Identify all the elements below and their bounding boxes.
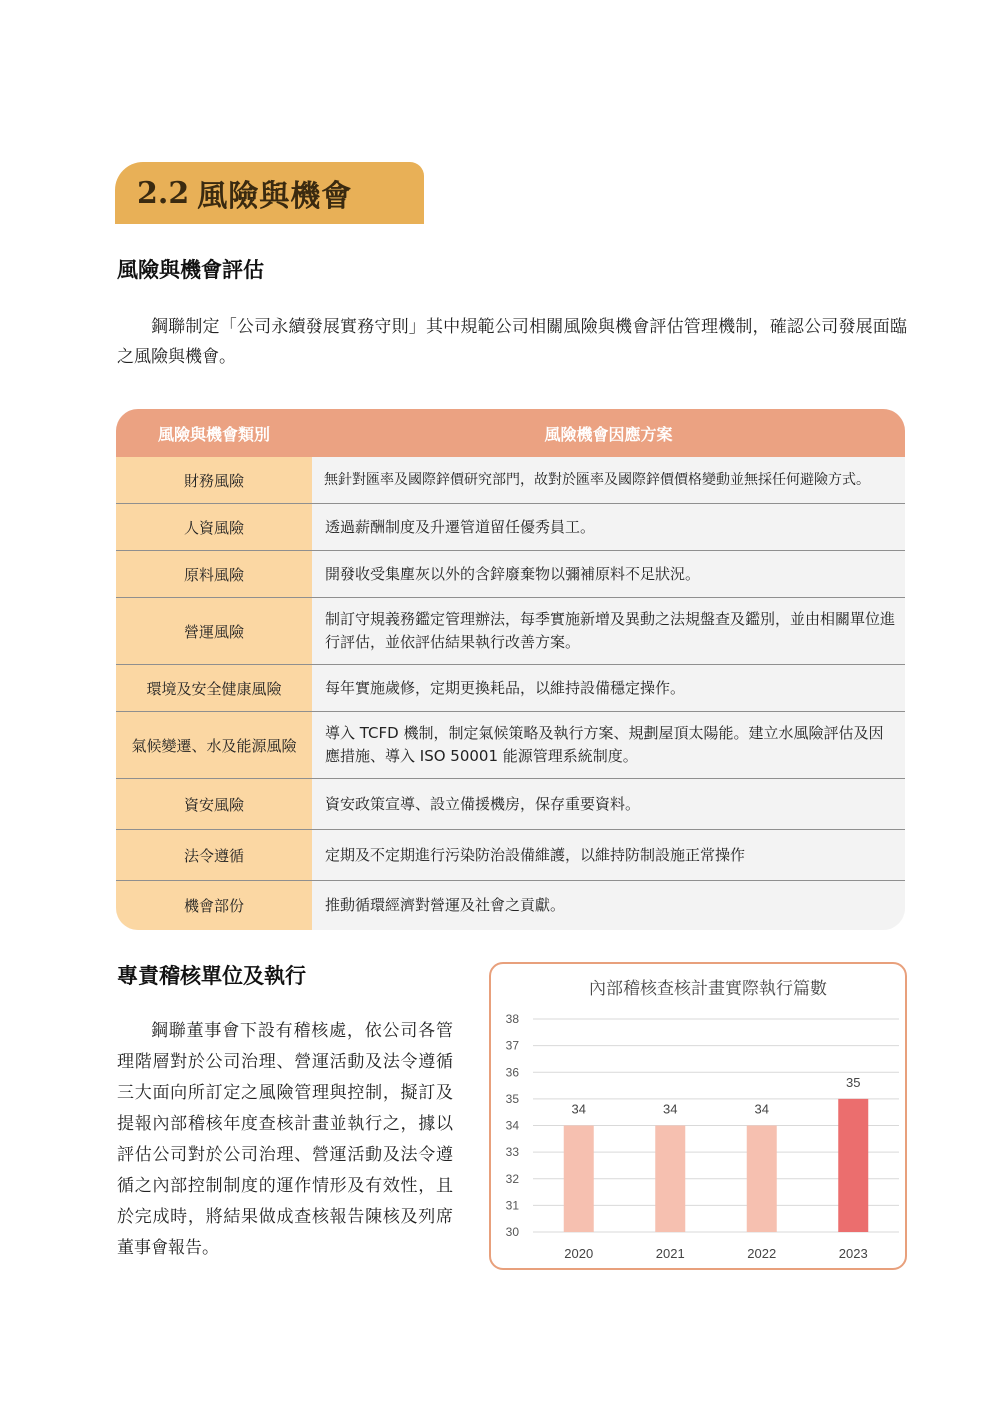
table-row [116,881,905,930]
row-response: 開發收受集塵灰以外的含鋅廢棄物以彌補原料不足狀況。 [312,551,905,597]
x-tick-label: 2023 [838,1246,868,1261]
y-tick-label: 35 [505,1091,519,1106]
row-category: 機會部份 [116,881,312,930]
bar [747,1126,777,1233]
row-response: 定期及不定期進行污染防治設備維護，以維持防制設施正常操作 [312,830,905,880]
section-title: 風險與機會 [197,179,353,214]
x-tick-label: 2020 [564,1246,594,1261]
y-tick-label: 36 [505,1065,519,1080]
row-response: 推動循環經濟對營運及社會之貢獻。 [312,881,905,930]
row-response: 每年實施歲修，定期更換耗品，以維持設備穩定操作。 [312,665,905,711]
data-label: 35 [846,1074,861,1090]
chart-title: 內部稽核查核計畫實際執行篇數 [589,979,827,998]
table-row [116,779,905,830]
audit-heading: 專責稽核單位及執行 [117,964,306,988]
table-header [116,409,905,457]
row-response: 資安政策宣導、設立備援機房，保存重要資料。 [312,779,905,829]
bar [564,1126,594,1233]
risk-table [116,409,905,930]
header-category: 風險與機會類別 [157,424,270,444]
y-tick-label: 31 [505,1198,519,1213]
row-category: 法令遵循 [116,830,312,880]
y-tick-label: 38 [505,1012,519,1026]
section-banner [115,162,424,224]
audit-chart [489,962,907,1270]
row-category: 營運風險 [116,598,312,664]
row-category: 人資風險 [116,504,312,550]
row-category: 氣候變遷、水及能源風險 [116,712,312,778]
table-row [116,830,905,881]
table-row [116,665,905,712]
row-category: 原料風險 [116,551,312,597]
data-label: 34 [663,1101,678,1117]
row-category: 財務風險 [116,457,312,503]
audit-bar-chart [491,964,905,1268]
y-tick-label: 34 [505,1118,519,1133]
row-category: 資安風險 [116,779,312,829]
row-response: 透過薪酬制度及升遷管道留任優秀員工。 [312,504,905,550]
y-tick-label: 37 [505,1038,519,1053]
row-category: 環境及安全健康風險 [116,665,312,711]
section-number: 2.2 [137,175,190,211]
table-row [116,504,905,551]
y-tick-label: 32 [505,1171,519,1186]
header-response: 風險機會因應方案 [544,424,673,444]
table-row [116,551,905,598]
bar [838,1099,868,1232]
table-row [116,598,905,665]
risk-opportunity-heading: 風險與機會評估 [117,258,264,282]
y-tick-label: 33 [505,1145,519,1160]
bar [655,1126,685,1233]
x-tick-label: 2022 [747,1246,777,1261]
row-response: 無針對匯率及國際鋅價研究部門，故對於匯率及國際鋅價價格變動並無採任何避險方式。 [312,457,905,503]
intro-paragraph: 鋼聯制定「公司永續發展實務守則」其中規範公司相關風險與機會評估管理機制，確認公司發展面臨之風險與機會。 [117,317,907,367]
audit-paragraph: 鋼聯董事會下設有稽核處，依公司各管理階層對於公司治理、營運活動及法令遵循三大面向所訂定之風險管理與控制，擬訂及提報內部稽核年度查核計畫並執行之，據以評估公司對於公司治理、營運活動及法令遵循之內部控制制度的運作情形及有效性，且於完成時，將結果做成查核報告陳核及列席董事會報告。 [117,1021,453,1258]
x-tick-label: 2021 [655,1246,685,1261]
row-response: 制訂守規義務鑑定管理辦法，每季實施新增及異動之法規盤查及鑑別，並由相關單位進行評估，並依評估結果執行改善方案。 [312,598,905,664]
table-row [116,457,905,504]
row-response: 導入 TCFD 機制，制定氣候策略及執行方案、規劃屋頂太陽能。建立水風險評估及因應措施、導入 ISO 50001 能源管理系統制度。 [312,712,905,778]
y-tick-label: 30 [505,1225,519,1239]
table-row [116,712,905,779]
data-label: 34 [571,1101,586,1117]
data-label: 34 [754,1101,769,1117]
